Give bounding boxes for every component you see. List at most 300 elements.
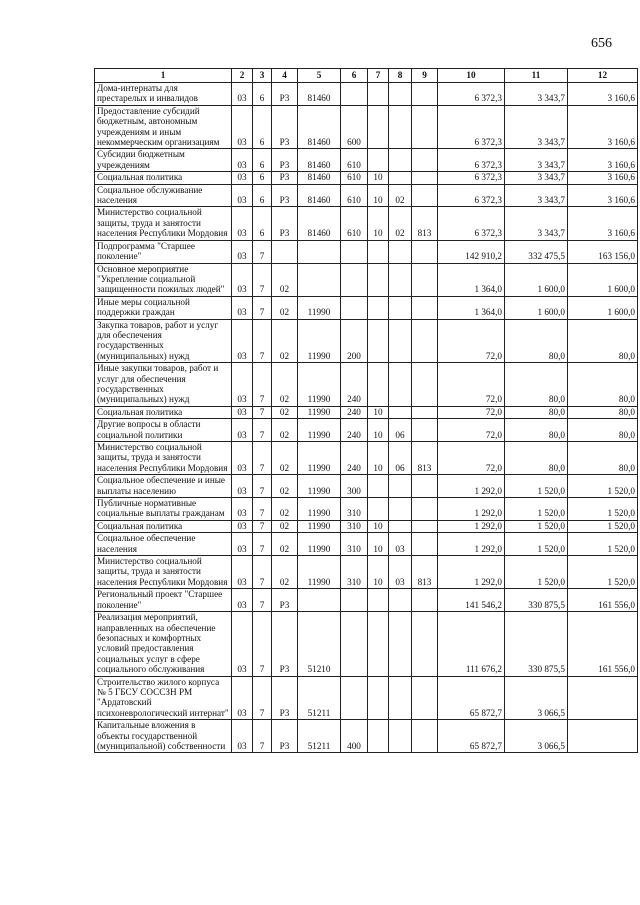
table-row — [95, 533, 638, 556]
table-cell: 02 — [389, 207, 412, 240]
table-cell — [368, 240, 389, 263]
table-cell: 11990 — [298, 419, 341, 442]
table-cell — [389, 720, 412, 753]
table-cell — [368, 363, 389, 407]
table-cell — [368, 612, 389, 676]
table-cell: 240 — [341, 406, 368, 418]
table-cell: 72,0 — [438, 319, 505, 363]
table-cell — [412, 419, 438, 442]
table-row — [95, 676, 638, 720]
column-header-5: 5 — [298, 69, 341, 83]
table-cell: 03 — [232, 589, 253, 612]
table-cell: 3 066,5 — [505, 676, 568, 720]
table-cell: 72,0 — [438, 419, 505, 442]
table-cell: 111 676,2 — [438, 612, 505, 676]
table-cell — [389, 172, 412, 184]
table-cell — [412, 296, 438, 319]
table-cell: 51211 — [298, 676, 341, 720]
table-cell: 51210 — [298, 612, 341, 676]
table-cell: 03 — [232, 406, 253, 418]
table-cell: 11990 — [298, 533, 341, 556]
table-cell — [389, 296, 412, 319]
table-cell: Р3 — [272, 83, 298, 106]
budget-table — [94, 68, 638, 753]
table-cell: 3 160,6 — [568, 83, 638, 106]
table-cell: 03 — [232, 172, 253, 184]
table-cell — [368, 475, 389, 498]
row-name-cell: Иные закупки товаров, работ и услуг для обеспечения государственных (муниципальных) нужд — [95, 363, 232, 407]
table-cell: 11990 — [298, 475, 341, 498]
table-cell: 610 — [341, 149, 368, 172]
table-cell: 10 — [368, 533, 389, 556]
table-cell: 7 — [253, 720, 272, 753]
table-cell — [412, 498, 438, 521]
table-cell: 7 — [253, 319, 272, 363]
row-name-cell: Закупка товаров, работ и услуг для обеспечения государственных (муниципальных) нужд — [95, 319, 232, 363]
table-cell — [389, 105, 412, 149]
table-cell: 1 520,0 — [568, 498, 638, 521]
table-cell: 03 — [232, 676, 253, 720]
table-cell: Р3 — [272, 184, 298, 207]
table-cell — [368, 720, 389, 753]
row-name-cell: Социальная политика — [95, 406, 232, 418]
table-cell: 11990 — [298, 556, 341, 589]
table-row — [95, 406, 638, 418]
table-cell — [368, 676, 389, 720]
table-cell: 3 343,7 — [505, 105, 568, 149]
table-cell: Р3 — [272, 676, 298, 720]
table-cell: 1 600,0 — [505, 263, 568, 296]
table-cell: 6 — [253, 83, 272, 106]
table-cell: 80,0 — [568, 419, 638, 442]
table-cell: 81460 — [298, 83, 341, 106]
table-cell: 65 872,7 — [438, 676, 505, 720]
table-cell: 310 — [341, 520, 368, 532]
table-cell: Р3 — [272, 149, 298, 172]
table-cell: 3 160,6 — [568, 184, 638, 207]
row-name-cell: Дома-интернаты для престарелых и инвалидов — [95, 83, 232, 106]
table-cell: 7 — [253, 240, 272, 263]
table-cell — [341, 612, 368, 676]
table-cell: 7 — [253, 676, 272, 720]
table-cell: 310 — [341, 556, 368, 589]
table-cell: 1 292,0 — [438, 556, 505, 589]
row-name-cell: Публичные нормативные социальные выплаты гражданам — [95, 498, 232, 521]
table-cell: 7 — [253, 612, 272, 676]
table-cell: 10 — [368, 184, 389, 207]
table-cell — [341, 296, 368, 319]
table-cell — [389, 406, 412, 418]
row-name-cell: Капитальные вложения в объекты государственной (муниципальной) собственности — [95, 720, 232, 753]
table-cell: 51211 — [298, 720, 341, 753]
table-cell — [389, 363, 412, 407]
table-cell: Р3 — [272, 207, 298, 240]
table-cell: 80,0 — [568, 406, 638, 418]
table-cell: 03 — [232, 720, 253, 753]
table-cell: 1 520,0 — [505, 475, 568, 498]
row-name-cell: Социальная политика — [95, 172, 232, 184]
table-cell — [368, 589, 389, 612]
table-cell — [412, 184, 438, 207]
table-cell — [389, 520, 412, 532]
table-cell: Р3 — [272, 720, 298, 753]
table-cell — [412, 589, 438, 612]
table-cell: 1 364,0 — [438, 263, 505, 296]
table-cell: 330 875,5 — [505, 612, 568, 676]
table-cell: 7 — [253, 419, 272, 442]
table-cell — [389, 240, 412, 263]
table-cell: 332 475,5 — [505, 240, 568, 263]
table-cell: 03 — [232, 149, 253, 172]
table-cell — [368, 149, 389, 172]
table-cell: 10 — [368, 172, 389, 184]
table-cell: Р3 — [272, 172, 298, 184]
table-cell: 600 — [341, 105, 368, 149]
table-row — [95, 720, 638, 753]
column-header-12: 12 — [568, 69, 638, 83]
table-cell: 6 372,3 — [438, 105, 505, 149]
table-cell: 81460 — [298, 172, 341, 184]
table-cell: 813 — [412, 442, 438, 475]
table-cell — [341, 676, 368, 720]
table-cell: 3 343,7 — [505, 149, 568, 172]
column-header-7: 7 — [368, 69, 389, 83]
table-cell: 1 292,0 — [438, 533, 505, 556]
column-header-8: 8 — [389, 69, 412, 83]
table-cell: 3 160,6 — [568, 149, 638, 172]
table-cell: 813 — [412, 556, 438, 589]
table-cell: 6 372,3 — [438, 172, 505, 184]
table-cell: 6 372,3 — [438, 184, 505, 207]
table-cell — [298, 240, 341, 263]
row-name-cell: Предоставление субсидий бюджетным, автономным учреждениям и иным некоммерческим организациям — [95, 105, 232, 149]
table-cell — [341, 240, 368, 263]
table-cell: 81460 — [298, 149, 341, 172]
table-cell: 1 520,0 — [505, 556, 568, 589]
table-cell: 02 — [272, 475, 298, 498]
table-cell: 1 292,0 — [438, 498, 505, 521]
table-cell: 80,0 — [568, 442, 638, 475]
table-cell — [298, 589, 341, 612]
table-cell: 03 — [232, 319, 253, 363]
table-cell: 06 — [389, 442, 412, 475]
table-cell: 02 — [272, 556, 298, 589]
table-cell: 7 — [253, 533, 272, 556]
row-name-cell: Подпрограмма "Старшее поколение" — [95, 240, 232, 263]
table-cell: 3 066,5 — [505, 720, 568, 753]
table-cell — [368, 263, 389, 296]
row-name-cell: Субсидии бюджетным учреждениям — [95, 149, 232, 172]
table-cell: 7 — [253, 263, 272, 296]
table-row — [95, 319, 638, 363]
table-cell: 10 — [368, 556, 389, 589]
table-row — [95, 172, 638, 184]
table-cell: 03 — [232, 207, 253, 240]
table-cell: 7 — [253, 442, 272, 475]
table-cell: 02 — [272, 442, 298, 475]
table-cell — [412, 319, 438, 363]
table-cell: 142 910,2 — [438, 240, 505, 263]
table-row — [95, 589, 638, 612]
table-cell: 02 — [272, 533, 298, 556]
table-row — [95, 363, 638, 407]
row-name-cell: Основное мероприятие "Укрепление социальной защищенности пожилых людей" — [95, 263, 232, 296]
column-header-3: 3 — [253, 69, 272, 83]
table-cell: 141 546,2 — [438, 589, 505, 612]
table-cell: 02 — [272, 520, 298, 532]
table-cell: 1 520,0 — [568, 533, 638, 556]
row-name-cell: Региональный проект "Старшее поколение" — [95, 589, 232, 612]
table-cell: 6 — [253, 105, 272, 149]
table-cell: 03 — [232, 442, 253, 475]
page-number: 656 — [591, 36, 612, 51]
table-cell: 3 160,6 — [568, 105, 638, 149]
table-cell: 03 — [232, 533, 253, 556]
table-cell — [412, 105, 438, 149]
row-name-cell: Министерство социальной защиты, труда и занятости населения Республики Мордовия — [95, 207, 232, 240]
table-row — [95, 263, 638, 296]
table-cell: 330 875,5 — [505, 589, 568, 612]
table-cell — [412, 263, 438, 296]
table-cell — [412, 240, 438, 263]
table-cell — [412, 83, 438, 106]
table-cell — [412, 720, 438, 753]
table-cell: 1 520,0 — [505, 520, 568, 532]
table-cell — [412, 149, 438, 172]
table-cell — [389, 475, 412, 498]
table-cell: 03 — [232, 363, 253, 407]
table-cell: 03 — [232, 105, 253, 149]
table-cell: 11990 — [298, 406, 341, 418]
table-cell: 80,0 — [505, 406, 568, 418]
column-header-1: 1 — [95, 69, 232, 83]
table-cell: 1 292,0 — [438, 520, 505, 532]
table-cell: Р3 — [272, 612, 298, 676]
table-cell — [368, 319, 389, 363]
table-cell: 1 520,0 — [505, 498, 568, 521]
table-cell: 1 600,0 — [568, 263, 638, 296]
table-cell: 200 — [341, 319, 368, 363]
table-cell: 03 — [232, 520, 253, 532]
column-header-10: 10 — [438, 69, 505, 83]
table-cell: 310 — [341, 498, 368, 521]
table-row — [95, 520, 638, 532]
row-name-cell: Строительство жилого корпуса № 5 ГБСУ СОССЗН РМ "Ардатовский психоневрологический интернат" — [95, 676, 232, 720]
table-cell: 163 156,0 — [568, 240, 638, 263]
table-cell — [341, 83, 368, 106]
table-cell: 81460 — [298, 105, 341, 149]
table-cell: 02 — [272, 296, 298, 319]
table-cell: 03 — [232, 83, 253, 106]
table-cell: 610 — [341, 184, 368, 207]
table-cell: 03 — [232, 419, 253, 442]
table-cell: 02 — [272, 419, 298, 442]
table-cell — [368, 498, 389, 521]
table-cell: 80,0 — [505, 363, 568, 407]
table-cell — [368, 83, 389, 106]
column-header-2: 2 — [232, 69, 253, 83]
table-row — [95, 296, 638, 319]
table-cell — [341, 263, 368, 296]
table-cell: 1 600,0 — [568, 296, 638, 319]
table-cell: 72,0 — [438, 363, 505, 407]
table-cell: 1 520,0 — [505, 533, 568, 556]
table-cell: 7 — [253, 475, 272, 498]
table-cell: 03 — [232, 184, 253, 207]
table-row — [95, 105, 638, 149]
table-cell: 03 — [232, 263, 253, 296]
table-cell: 02 — [389, 184, 412, 207]
table-cell: 11990 — [298, 296, 341, 319]
table-cell — [389, 83, 412, 106]
table-cell: 10 — [368, 406, 389, 418]
table-row — [95, 207, 638, 240]
table-cell — [389, 676, 412, 720]
table-cell: 03 — [232, 296, 253, 319]
row-name-cell: Социальная политика — [95, 520, 232, 532]
table-cell: 3 160,6 — [568, 207, 638, 240]
table-cell: 7 — [253, 589, 272, 612]
table-cell: 10 — [368, 442, 389, 475]
table-cell: 6 — [253, 172, 272, 184]
table-cell: 80,0 — [568, 363, 638, 407]
table-cell: 1 520,0 — [568, 556, 638, 589]
table-cell: 10 — [368, 419, 389, 442]
table-cell: 03 — [232, 475, 253, 498]
table-cell: 81460 — [298, 184, 341, 207]
table-cell: Р3 — [272, 589, 298, 612]
table-cell — [341, 589, 368, 612]
table-cell: 300 — [341, 475, 368, 498]
table-cell: 310 — [341, 533, 368, 556]
table-cell: 80,0 — [568, 319, 638, 363]
table-row — [95, 419, 638, 442]
table-cell: 65 872,7 — [438, 720, 505, 753]
table-cell: 03 — [389, 533, 412, 556]
table-cell: 81460 — [298, 207, 341, 240]
table-cell: 3 343,7 — [505, 207, 568, 240]
table-cell: 161 556,0 — [568, 589, 638, 612]
column-header-4: 4 — [272, 69, 298, 83]
table-cell: 03 — [232, 498, 253, 521]
table-cell — [412, 520, 438, 532]
table-cell: 6 372,3 — [438, 207, 505, 240]
table-cell: 610 — [341, 172, 368, 184]
table-cell — [389, 589, 412, 612]
table-row — [95, 475, 638, 498]
table-cell: 1 364,0 — [438, 296, 505, 319]
table-cell: 3 343,7 — [505, 172, 568, 184]
table-cell — [389, 612, 412, 676]
table-cell: 3 160,6 — [568, 172, 638, 184]
table-cell: 6 — [253, 207, 272, 240]
table-row — [95, 442, 638, 475]
table-cell — [412, 676, 438, 720]
row-name-cell: Министерство социальной защиты, труда и занятости населения Республики Мордовия — [95, 442, 232, 475]
table-row — [95, 556, 638, 589]
row-name-cell: Реализация мероприятий, направленных на обеспечение безопасных и комфортных условий предоставления социальных услуг в сфере социального обслуживания — [95, 612, 232, 676]
table-cell: 240 — [341, 419, 368, 442]
table-cell — [389, 149, 412, 172]
table-cell — [412, 363, 438, 407]
column-header-11: 11 — [505, 69, 568, 83]
table-cell: 400 — [341, 720, 368, 753]
table-cell: 11990 — [298, 363, 341, 407]
table-cell: 7 — [253, 363, 272, 407]
table-cell: 80,0 — [505, 442, 568, 475]
row-name-cell: Иные меры социальной поддержки граждан — [95, 296, 232, 319]
table-row — [95, 149, 638, 172]
table-cell: 6 372,3 — [438, 149, 505, 172]
table-cell: 1 520,0 — [568, 475, 638, 498]
row-name-cell: Социальное обслуживание населения — [95, 184, 232, 207]
table-cell: 3 343,7 — [505, 83, 568, 106]
table-cell — [412, 612, 438, 676]
table-cell: 11990 — [298, 498, 341, 521]
table-cell — [298, 263, 341, 296]
table-cell: 7 — [253, 498, 272, 521]
table-cell: 7 — [253, 556, 272, 589]
table-cell: 03 — [232, 612, 253, 676]
table-cell: 6 — [253, 184, 272, 207]
table-row — [95, 612, 638, 676]
table-cell: 7 — [253, 296, 272, 319]
table-cell: Р3 — [272, 105, 298, 149]
table-cell: 80,0 — [505, 419, 568, 442]
table-row — [95, 184, 638, 207]
row-name-cell: Социальное обеспечение населения — [95, 533, 232, 556]
table-cell — [412, 533, 438, 556]
table-cell: 11990 — [298, 319, 341, 363]
table-header-row — [95, 69, 638, 83]
table-cell: 11990 — [298, 442, 341, 475]
table-cell: 1 520,0 — [568, 520, 638, 532]
table-cell: 11990 — [298, 520, 341, 532]
column-header-6: 6 — [341, 69, 368, 83]
row-name-cell: Социальное обеспечение и иные выплаты населению — [95, 475, 232, 498]
row-name-cell: Министерство социальной защиты, труда и занятости населения Республики Мордовия — [95, 556, 232, 589]
table-cell — [412, 475, 438, 498]
table-row — [95, 240, 638, 263]
table-cell — [568, 720, 638, 753]
table-cell: 10 — [368, 207, 389, 240]
table-cell: 813 — [412, 207, 438, 240]
table-cell: 161 556,0 — [568, 612, 638, 676]
table-cell: 80,0 — [505, 319, 568, 363]
row-name-cell: Другие вопросы в области социальной политики — [95, 419, 232, 442]
table-cell — [412, 172, 438, 184]
table-cell — [368, 296, 389, 319]
table-cell — [568, 676, 638, 720]
table-cell — [389, 498, 412, 521]
table-row — [95, 83, 638, 106]
table-row — [95, 498, 638, 521]
table-cell: 72,0 — [438, 406, 505, 418]
table-cell: 240 — [341, 363, 368, 407]
table-cell: 03 — [232, 556, 253, 589]
table-cell: 02 — [272, 498, 298, 521]
table-cell — [389, 263, 412, 296]
table-cell — [412, 406, 438, 418]
table-cell: 02 — [272, 263, 298, 296]
table-cell: 03 — [389, 556, 412, 589]
table-cell: 610 — [341, 207, 368, 240]
table-cell: 02 — [272, 363, 298, 407]
table-cell: 3 343,7 — [505, 184, 568, 207]
table-cell: 6 372,3 — [438, 83, 505, 106]
table-cell: 6 — [253, 149, 272, 172]
table-cell: 10 — [368, 520, 389, 532]
